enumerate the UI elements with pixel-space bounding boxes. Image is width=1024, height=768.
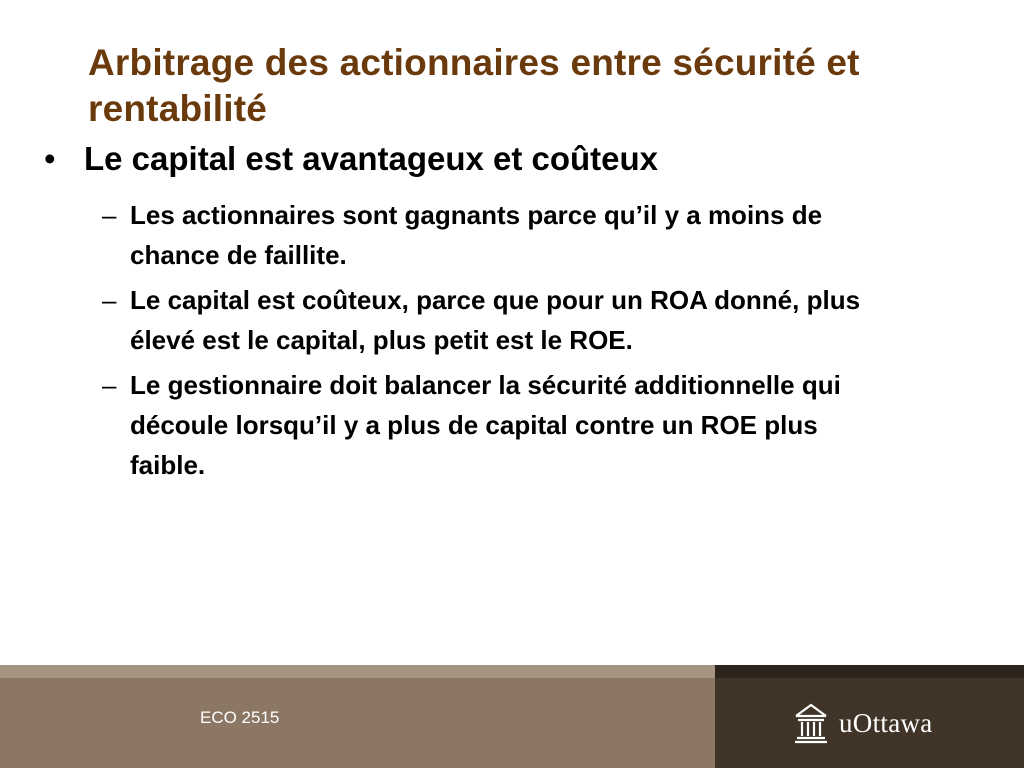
slide-title: Arbitrage des actionnaires entre sécurité et rentabilité	[88, 42, 860, 129]
footer-left-band	[0, 665, 715, 768]
slide-content	[44, 137, 944, 490]
dash-marker: –	[102, 285, 117, 315]
logo-text: uOttawa	[839, 707, 933, 738]
main-bullet-text: Le capital est avantageux et coûteux	[84, 140, 659, 177]
uottawa-logo	[793, 702, 933, 744]
bullet-marker: •	[44, 140, 56, 177]
sub-bullet-3	[102, 365, 892, 485]
main-bullet	[44, 137, 944, 181]
building-icon	[793, 702, 829, 744]
dash-marker: –	[102, 370, 117, 400]
sub-bullet-2	[102, 280, 892, 360]
sub-bullet-list	[102, 195, 944, 485]
sub-bullet-text: Le capital est coûteux, parce que pour un ROA donné, plus élevé est le capital, plus petit est le ROE.	[130, 285, 861, 355]
dash-marker: –	[102, 200, 117, 230]
course-code: ECO 2515	[200, 708, 280, 727]
sub-bullet-text: Le gestionnaire doit balancer la sécurité additionnelle qui découle lorsqu’il y a plus de capital contre un ROE plus faible.	[130, 370, 841, 480]
sub-bullet-1	[102, 195, 892, 275]
sub-bullet-text: Les actionnaires sont gagnants parce qu’il y a moins de chance de faillite.	[130, 200, 823, 270]
